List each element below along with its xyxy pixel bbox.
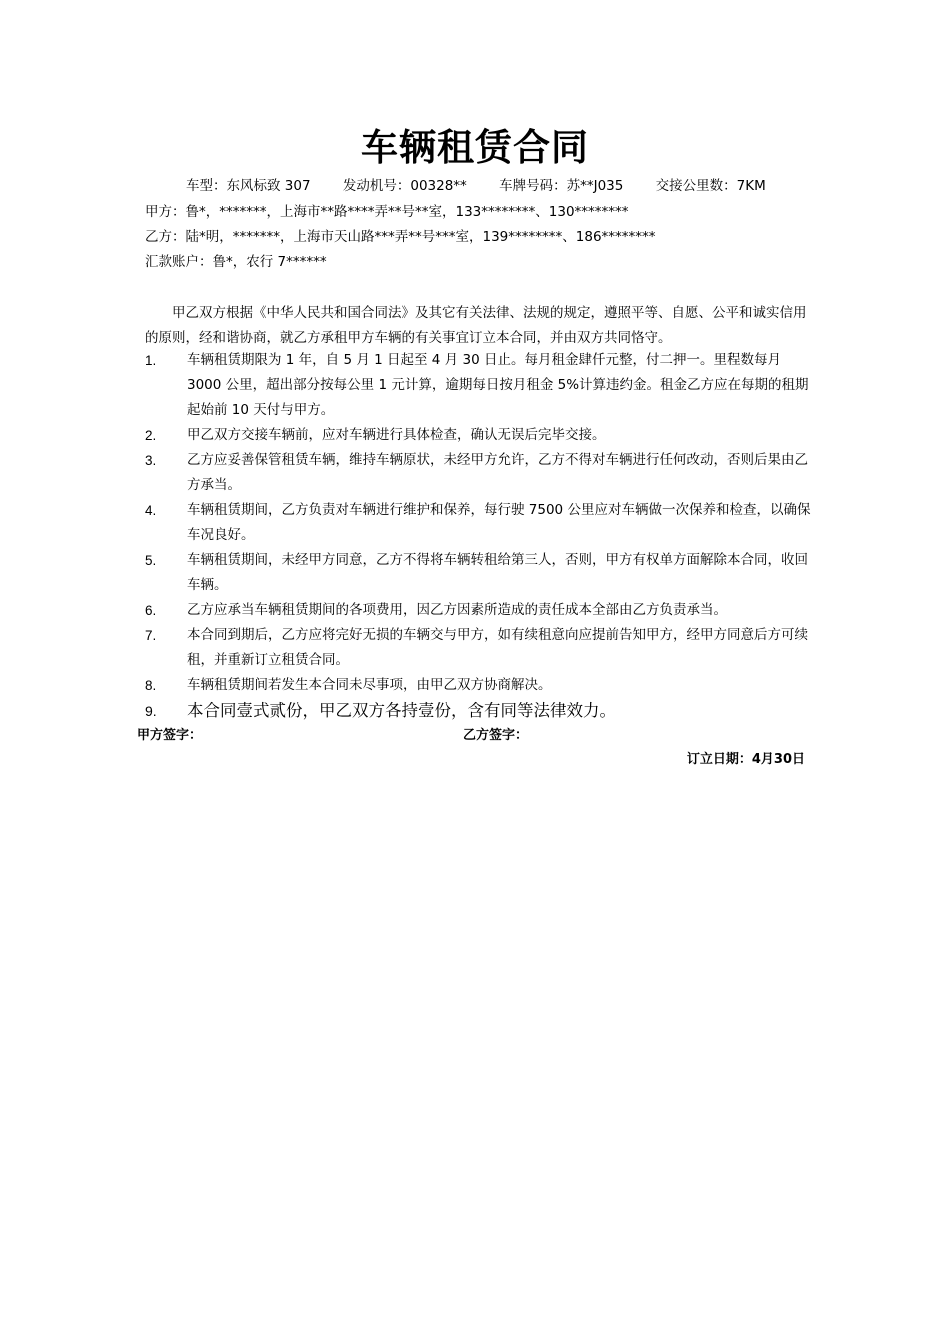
clause-text: 乙方应承当车辆租赁期间的各项费用，因乙方因素所造成的责任成本全部由乙方负责承当。 <box>187 602 727 618</box>
party-a-signature-label: 甲方签字： <box>137 728 203 743</box>
party-b-signature-label: 乙方签字： <box>463 728 529 743</box>
remittance-account: 汇款账户：鲁*，农行 7****** <box>145 254 327 270</box>
clause-item <box>145 498 817 548</box>
clause-number: 1. <box>145 353 157 368</box>
contract-preamble: 甲乙双方根据《中华人民共和国合同法》及其它有关法律、法规的规定，遵照平等、自愿、公平和诚实信用的原则，经和谐协商，就乙方承租甲方车辆的有关事宜订立本合同，并由双方共同恪守。 <box>145 305 807 346</box>
clause-item <box>145 673 817 698</box>
clause-text: 本合同到期后，乙方应将完好无损的车辆交与甲方，如有续租意向应提前告知甲方，经甲方同意后方可续租，并重新订立租赁合同。 <box>187 627 808 668</box>
handover-mileage: 交接公里数：7KM <box>655 178 766 194</box>
party-a-info: 甲方：鲁*，*******，上海市**路****弄**号**室，133********、130******** <box>145 204 629 220</box>
clause-item <box>145 448 817 498</box>
engine-number: 发动机号：00328** <box>342 178 467 194</box>
clause-item <box>145 423 817 448</box>
clause-number: 7. <box>145 628 157 643</box>
clause-text: 车辆租赁期间，未经甲方同意，乙方不得将车辆转租给第三人，否则，甲方有权单方面解除本合同，收回车辆。 <box>187 552 808 593</box>
clause-item <box>145 348 817 423</box>
clause-number: 9. <box>145 703 157 719</box>
clause-text: 本合同壹式贰份，甲乙双方各持壹份，含有同等法律效力。 <box>187 701 616 720</box>
clause-text: 甲乙双方交接车辆前，应对车辆进行具体检查，确认无误后完毕交接。 <box>187 427 606 443</box>
clause-text: 乙方应妥善保管租赁车辆，维持车辆原状，未经甲方允许，乙方不得对车辆进行任何改动，否则后果由乙方承当。 <box>187 452 808 493</box>
clause-number: 8. <box>145 678 157 693</box>
clause-text: 车辆租赁期间若发生本合同未尽事项，由甲乙双方协商解决。 <box>187 677 552 693</box>
clause-text: 车辆租赁期限为 1 年，自 5 月 1 日起至 4 月 30 日止。每月租金肆仟元整，付二押一。里程数每月 3000 公里，超出部分按每公里 1 元计算，逾期每日按月租金 5%计算违约金。租金乙方应在每期的租期起始前 10 天付与甲方。 <box>187 352 809 418</box>
signing-date: 订立日期：4月30日 <box>686 752 805 767</box>
plate-number: 车牌号码：苏**J035 <box>499 178 624 194</box>
clause-list <box>145 348 817 724</box>
clause-number: 2. <box>145 428 157 443</box>
clause-number: 3. <box>145 453 157 468</box>
clause-item <box>145 548 817 598</box>
clause-number: 5. <box>145 553 157 568</box>
clause-item <box>145 698 817 724</box>
party-b-info: 乙方：陆*明，*******，上海市天山路***弄**号***室，139********、186******** <box>145 229 656 245</box>
clause-item <box>145 598 817 623</box>
clause-number: 6. <box>145 603 157 618</box>
clause-number: 4. <box>145 503 157 518</box>
contract-title: 车辆租赁合同 <box>361 126 589 169</box>
clause-text: 车辆租赁期间，乙方负责对车辆进行维护和保养，每行驶 7500 公里应对车辆做一次保养和检查，以确保车况良好。 <box>187 502 811 543</box>
vehicle-info-row <box>186 176 794 196</box>
vehicle-model: 车型：东风标致 307 <box>186 178 311 194</box>
clause-item <box>145 623 817 673</box>
